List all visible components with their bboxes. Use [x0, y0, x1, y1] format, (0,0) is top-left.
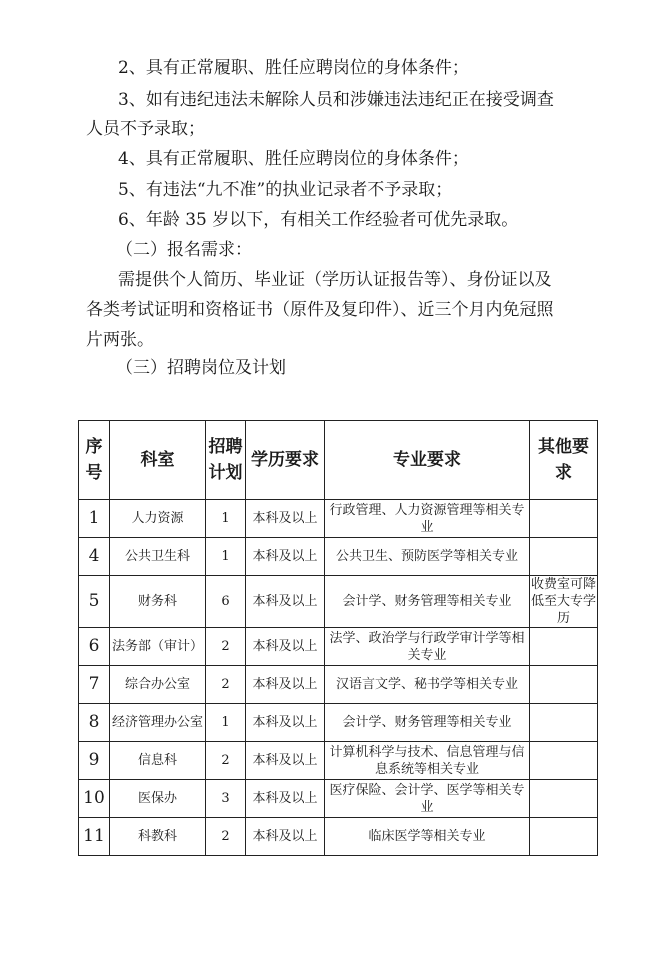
cell-other	[530, 704, 598, 742]
cell-department: 法务部（审计）	[110, 628, 206, 666]
cell-serial: 9	[79, 742, 110, 780]
table-row	[79, 576, 598, 628]
cell-serial: 6	[79, 628, 110, 666]
section-2-title: （二）报名需求：	[116, 240, 252, 260]
cell-major: 临床医学等相关专业	[325, 818, 530, 856]
cell-education: 本科及以上	[246, 500, 325, 538]
cell-plan: 1	[206, 704, 246, 742]
cell-plan: 6	[206, 576, 246, 628]
section-3-title: （三）招聘岗位及计划	[116, 358, 286, 378]
cell-department: 综合办公室	[110, 666, 206, 704]
header-serial-number	[79, 421, 110, 500]
cell-other	[530, 500, 598, 538]
cell-other	[530, 818, 598, 856]
cell-other	[530, 538, 598, 576]
header-department: 科室	[110, 421, 206, 500]
cell-plan: 2	[206, 818, 246, 856]
table-row	[79, 538, 598, 576]
requirement-3-line-2: 人员不予录取；	[86, 119, 205, 139]
table-row	[79, 704, 598, 742]
header-hiring-plan	[206, 421, 246, 500]
cell-plan: 2	[206, 666, 246, 704]
cell-major: 会计学、财务管理等相关专业	[325, 576, 530, 628]
table-row	[79, 500, 598, 538]
header-plan-line-2: 计划	[208, 463, 243, 483]
requirement-5: 5、有违法“九不准”的执业记录者不予录取；	[118, 180, 453, 200]
cell-plan: 2	[206, 628, 246, 666]
cell-education: 本科及以上	[246, 780, 325, 818]
requirement-6: 6、年龄 35 岁以下，有相关工作经验者可优先录取。	[118, 210, 519, 230]
cell-education: 本科及以上	[246, 818, 325, 856]
cell-plan: 2	[206, 742, 246, 780]
cell-education: 本科及以上	[246, 576, 325, 628]
cell-education: 本科及以上	[246, 538, 325, 576]
cell-education: 本科及以上	[246, 628, 325, 666]
header-education: 学历要求	[246, 421, 325, 500]
header-serial-line-1: 序	[85, 437, 103, 457]
cell-department: 医保办	[110, 780, 206, 818]
table-row	[79, 818, 598, 856]
header-serial-line-2: 号	[85, 463, 103, 483]
header-other	[530, 421, 598, 500]
requirement-2: 2、具有正常履职、胜任应聘岗位的身体条件；	[118, 58, 469, 78]
cell-other	[530, 742, 598, 780]
header-major: 专业要求	[325, 421, 530, 500]
cell-serial: 5	[79, 576, 110, 628]
cell-plan: 3	[206, 780, 246, 818]
header-other-line-1: 其他要	[538, 437, 589, 457]
cell-other	[530, 666, 598, 704]
cell-plan: 1	[206, 538, 246, 576]
cell-major: 汉语言文学、秘书学等相关专业	[325, 666, 530, 704]
cell-major: 公共卫生、预防医学等相关专业	[325, 538, 530, 576]
cell-department: 经济管理办公室	[110, 704, 206, 742]
table-header-row	[79, 421, 598, 500]
cell-serial: 7	[79, 666, 110, 704]
hiring-plan-table	[78, 420, 598, 856]
cell-major: 法学、政治学与行政学审计学等相关专业	[325, 628, 530, 666]
cell-education: 本科及以上	[246, 666, 325, 704]
cell-department: 信息科	[110, 742, 206, 780]
cell-other	[530, 628, 598, 666]
cell-department: 人力资源	[110, 500, 206, 538]
header-plan-line-1: 招聘	[208, 437, 243, 457]
table-row	[79, 666, 598, 704]
cell-major: 行政管理、人力资源管理等相关专业	[325, 500, 530, 538]
requirement-4: 4、具有正常履职、胜任应聘岗位的身体条件；	[118, 149, 469, 169]
cell-department: 科教科	[110, 818, 206, 856]
cell-education: 本科及以上	[246, 742, 325, 780]
table-row	[79, 628, 598, 666]
cell-other: 收费室可降低至大专学历	[530, 577, 596, 626]
cell-serial: 10	[79, 780, 110, 818]
cell-major: 医疗保险、会计学、医学等相关专业	[325, 780, 530, 818]
table-row	[79, 742, 598, 780]
cell-serial: 11	[79, 818, 110, 856]
section-2-line-1: 需提供个人简历、毕业证（学历认证报告等）、身份证以及	[118, 270, 552, 290]
cell-serial: 1	[79, 500, 110, 538]
cell-serial: 8	[79, 704, 110, 742]
cell-major: 计算机科学与技术、信息管理与信息系统等相关专业	[325, 742, 530, 780]
cell-education: 本科及以上	[246, 704, 325, 742]
section-2-line-3: 片两张。	[86, 330, 154, 350]
requirement-3-line-1: 3、如有违纪违法未解除人员和涉嫌违法违纪正在接受调查	[118, 90, 554, 110]
section-2-line-2: 各类考试证明和资格证书（原件及复印件）、近三个月内免冠照	[86, 300, 554, 320]
header-other-line-2: 求	[555, 463, 572, 483]
cell-department: 公共卫生科	[110, 538, 206, 576]
cell-major: 会计学、财务管理等相关专业	[325, 704, 530, 742]
cell-serial: 4	[79, 538, 110, 576]
cell-department: 财务科	[110, 576, 206, 628]
cell-other	[530, 780, 598, 818]
cell-plan: 1	[206, 500, 246, 538]
table-row	[79, 780, 598, 818]
